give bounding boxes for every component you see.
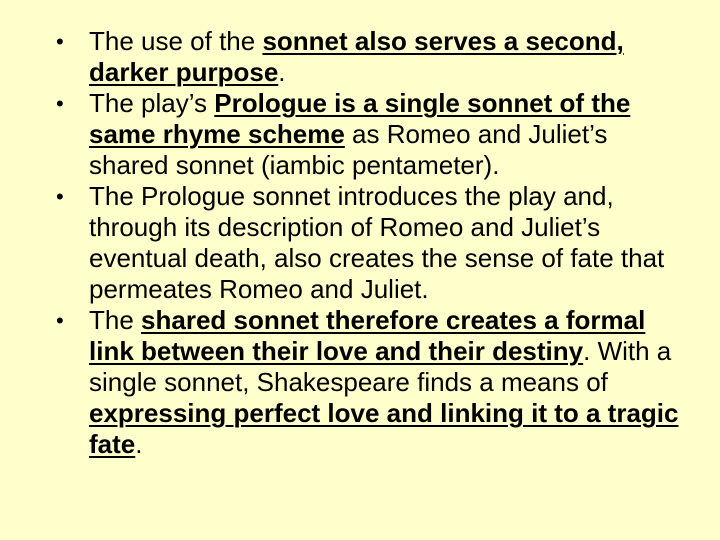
text-segment: The use of the <box>89 26 263 56</box>
text-segment: . <box>135 429 143 459</box>
emphasized-text: shared sonnet therefore creates a formal link between their love and their destiny <box>89 305 646 366</box>
bullet-text <box>89 88 630 180</box>
bullet-marker-icon: • <box>56 308 64 333</box>
text-segment: The play’s <box>89 88 215 118</box>
bullet-item <box>52 88 692 181</box>
bullet-item <box>52 26 692 88</box>
text-segment: The Prologue sonnet introduces the play and, through its description of Romeo and Juliet’s eventual death, also creates the sense of fate that permeates Romeo and Juliet. <box>89 181 665 304</box>
text-segment: . With a single sonnet, Shakespeare finds a means of <box>89 336 672 397</box>
bullet-marker-icon: • <box>56 29 64 54</box>
text-segment: . <box>278 57 286 87</box>
bullet-text <box>89 305 678 459</box>
bullet-item <box>52 305 692 460</box>
bullet-text <box>89 26 624 87</box>
bullet-marker-icon: • <box>56 91 64 116</box>
bullet-list <box>52 26 692 460</box>
bullet-item <box>52 181 692 305</box>
text-segment: The <box>89 305 142 335</box>
slide-content <box>52 26 692 460</box>
bullet-text <box>89 181 664 304</box>
bullet-marker-icon: • <box>56 184 64 209</box>
emphasized-text: Prologue is a single sonnet of the same rhyme scheme <box>89 88 631 149</box>
text-segment: as Romeo and Juliet’s shared sonnet (iambic pentameter). <box>89 119 608 180</box>
emphasized-text: sonnet also serves a second, darker purpose <box>89 26 624 87</box>
emphasized-text: expressing perfect love and linking it to a tragic fate <box>89 398 679 459</box>
